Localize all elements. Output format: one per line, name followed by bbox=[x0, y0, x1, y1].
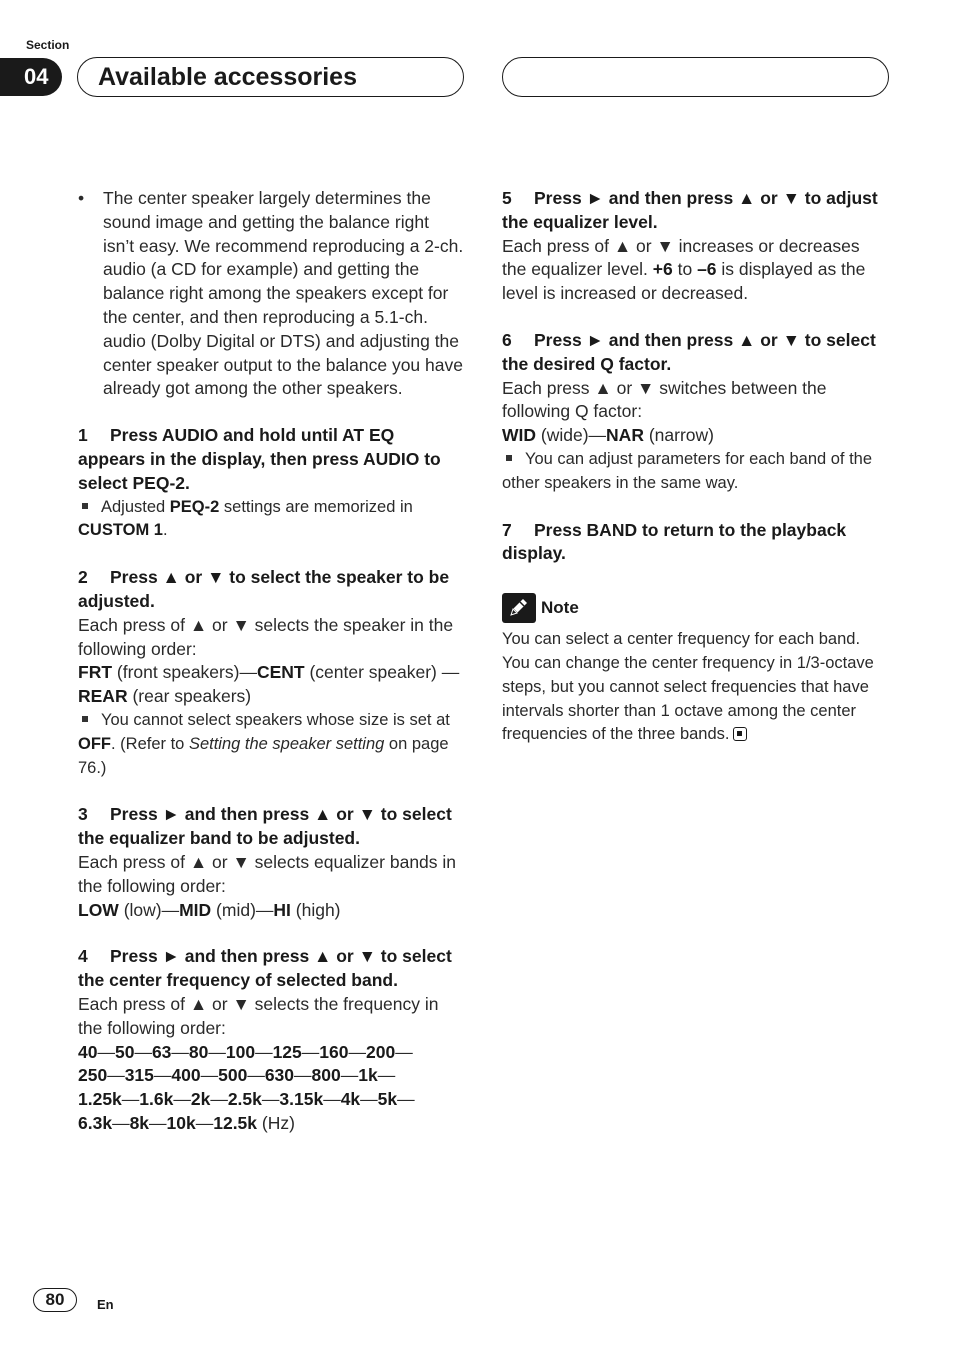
frequency-value: 40 bbox=[78, 1041, 98, 1062]
frequency-unit: (Hz) bbox=[257, 1112, 295, 1133]
step-1-note: Adjusted PEQ-2 settings are memorized in CUSTOM 1. bbox=[78, 497, 413, 540]
frequency-row: 250—315—400—500—630—800—1k— bbox=[78, 1065, 396, 1086]
step-4-body: Each press of ▲ or ▼ selects the frequency in the following order: bbox=[78, 993, 439, 1038]
frequency-value: 63 bbox=[151, 1041, 172, 1062]
frequency-value: 80 bbox=[188, 1041, 209, 1062]
q-factor-order: WID (wide)—NAR (narrow) bbox=[502, 425, 714, 446]
intro-bullet bbox=[78, 187, 464, 401]
frequency-value: 3.15k bbox=[279, 1089, 324, 1110]
step-2-note: You cannot select speakers whose size is set at OFF. (Refer to Setting the speaker setting on page 76.) bbox=[78, 710, 450, 777]
frequency-value: 315 bbox=[124, 1065, 154, 1086]
pencil-note-icon bbox=[502, 593, 536, 623]
frequency-value: 10k bbox=[166, 1112, 196, 1133]
step-6-body: Each press ▲ or ▼ switches between the following Q factor: bbox=[502, 377, 827, 422]
note-square-icon bbox=[82, 716, 88, 722]
page-number: 80 bbox=[33, 1288, 77, 1312]
frequency-row: 6.3k—8k—10k—12.5k (Hz) bbox=[78, 1112, 295, 1133]
frequency-value: 1.6k bbox=[139, 1089, 174, 1110]
step-6-heading: 6 Press ► and then press ▲ or ▼ to select the desired Q factor. bbox=[502, 329, 876, 374]
step-4-heading: 4 Press ► and then press ▲ or ▼ to select the center frequency of selected band. bbox=[78, 946, 452, 991]
speaker-order: FRT (front speakers)—CENT (center speaker) —REAR (rear speakers) bbox=[78, 662, 460, 707]
page-title: Available accessories bbox=[77, 57, 464, 97]
frequency-value: 5k bbox=[377, 1089, 398, 1110]
note-body: You can select a center frequency for each band. You can change the center frequency in 1/3-octave steps, but you cannot select frequencies that have intervals shorter than 1 octave among the center frequencies of the three bands. bbox=[502, 630, 874, 744]
step-6-note: You can adjust parameters for each band of the other speakers in the same way. bbox=[502, 449, 873, 492]
frequency-value: 500 bbox=[218, 1065, 248, 1086]
frequency-value: 50 bbox=[114, 1041, 135, 1062]
frequency-value: 800 bbox=[311, 1065, 341, 1086]
frequency-row: 1.25k—1.6k—2k—2.5k—3.15k—4k—5k— bbox=[78, 1089, 415, 1110]
frequency-value: 160 bbox=[319, 1041, 349, 1062]
frequency-value: 400 bbox=[171, 1065, 201, 1086]
frequency-value: 6.3k bbox=[78, 1112, 113, 1133]
frequency-value: 125 bbox=[272, 1041, 302, 1062]
left-column bbox=[78, 187, 464, 1136]
note-square-icon bbox=[506, 455, 512, 461]
frequency-value: 200 bbox=[365, 1041, 396, 1062]
frequency-value: 2.5k bbox=[227, 1089, 262, 1110]
step-7-heading: 7 Press BAND to return to the playback display. bbox=[502, 519, 847, 564]
frequency-row: 40—50—63—80—100—125—160—200— bbox=[78, 1041, 413, 1062]
bullet-dot: • bbox=[78, 188, 85, 208]
frequency-value: 1.25k bbox=[78, 1089, 122, 1110]
note-square-icon bbox=[82, 503, 88, 509]
right-column bbox=[502, 187, 888, 747]
empty-header-box bbox=[502, 57, 889, 97]
step-2-heading: 2 Press ▲ or ▼ to select the speaker to be adjusted. bbox=[78, 567, 450, 611]
language-label: En bbox=[97, 1297, 114, 1312]
frequency-value: 630 bbox=[264, 1065, 295, 1086]
end-of-section-icon bbox=[733, 727, 747, 741]
note-title: Note bbox=[541, 598, 579, 618]
frequency-value: 250 bbox=[78, 1065, 108, 1086]
frequency-value: 12.5k bbox=[213, 1112, 258, 1133]
frequency-value: 2k bbox=[190, 1089, 211, 1110]
note-header bbox=[502, 593, 888, 623]
section-label: Section bbox=[26, 38, 70, 52]
step-3-heading: 3 Press ► and then press ▲ or ▼ to select the equalizer band to be adjusted. bbox=[78, 804, 452, 849]
intro-text: The center speaker largely determines the sound image and getting the balance right isn’t easy. We recommend reproducing a 2-ch. audio (a CD for example) and getting the balance right among the speakers except for the center, and then reproducing a 5.1-ch. audio (Dolby Digital or DTS) and adjusting the center speaker output to the balance you have already got among the other speakers. bbox=[103, 188, 464, 399]
band-order: LOW (low)—MID (mid)—HI (high) bbox=[78, 899, 341, 920]
frequency-value: 8k bbox=[129, 1112, 150, 1133]
frequency-value: 100 bbox=[225, 1041, 256, 1062]
step-1-heading: 1 Press AUDIO and hold until AT EQ appears in the display, then press AUDIO to select PEQ-2. bbox=[78, 425, 441, 493]
section-number-tab: 04 bbox=[0, 58, 62, 96]
frequency-value: 4k bbox=[340, 1089, 361, 1110]
frequency-order bbox=[78, 1041, 464, 1136]
step-5-body: Each press of ▲ or ▼ increases or decreases the equalizer level. +6 to –6 is displayed as the level is increased or decreased. bbox=[502, 235, 866, 304]
step-3-body: Each press of ▲ or ▼ selects equalizer bands in the following order: bbox=[78, 851, 457, 896]
frequency-value: 1k bbox=[358, 1065, 378, 1086]
step-2-body: Each press of ▲ or ▼ selects the speaker in the following order: bbox=[78, 614, 454, 659]
step-5-heading: 5 Press ► and then press ▲ or ▼ to adjust the equalizer level. bbox=[502, 188, 878, 232]
